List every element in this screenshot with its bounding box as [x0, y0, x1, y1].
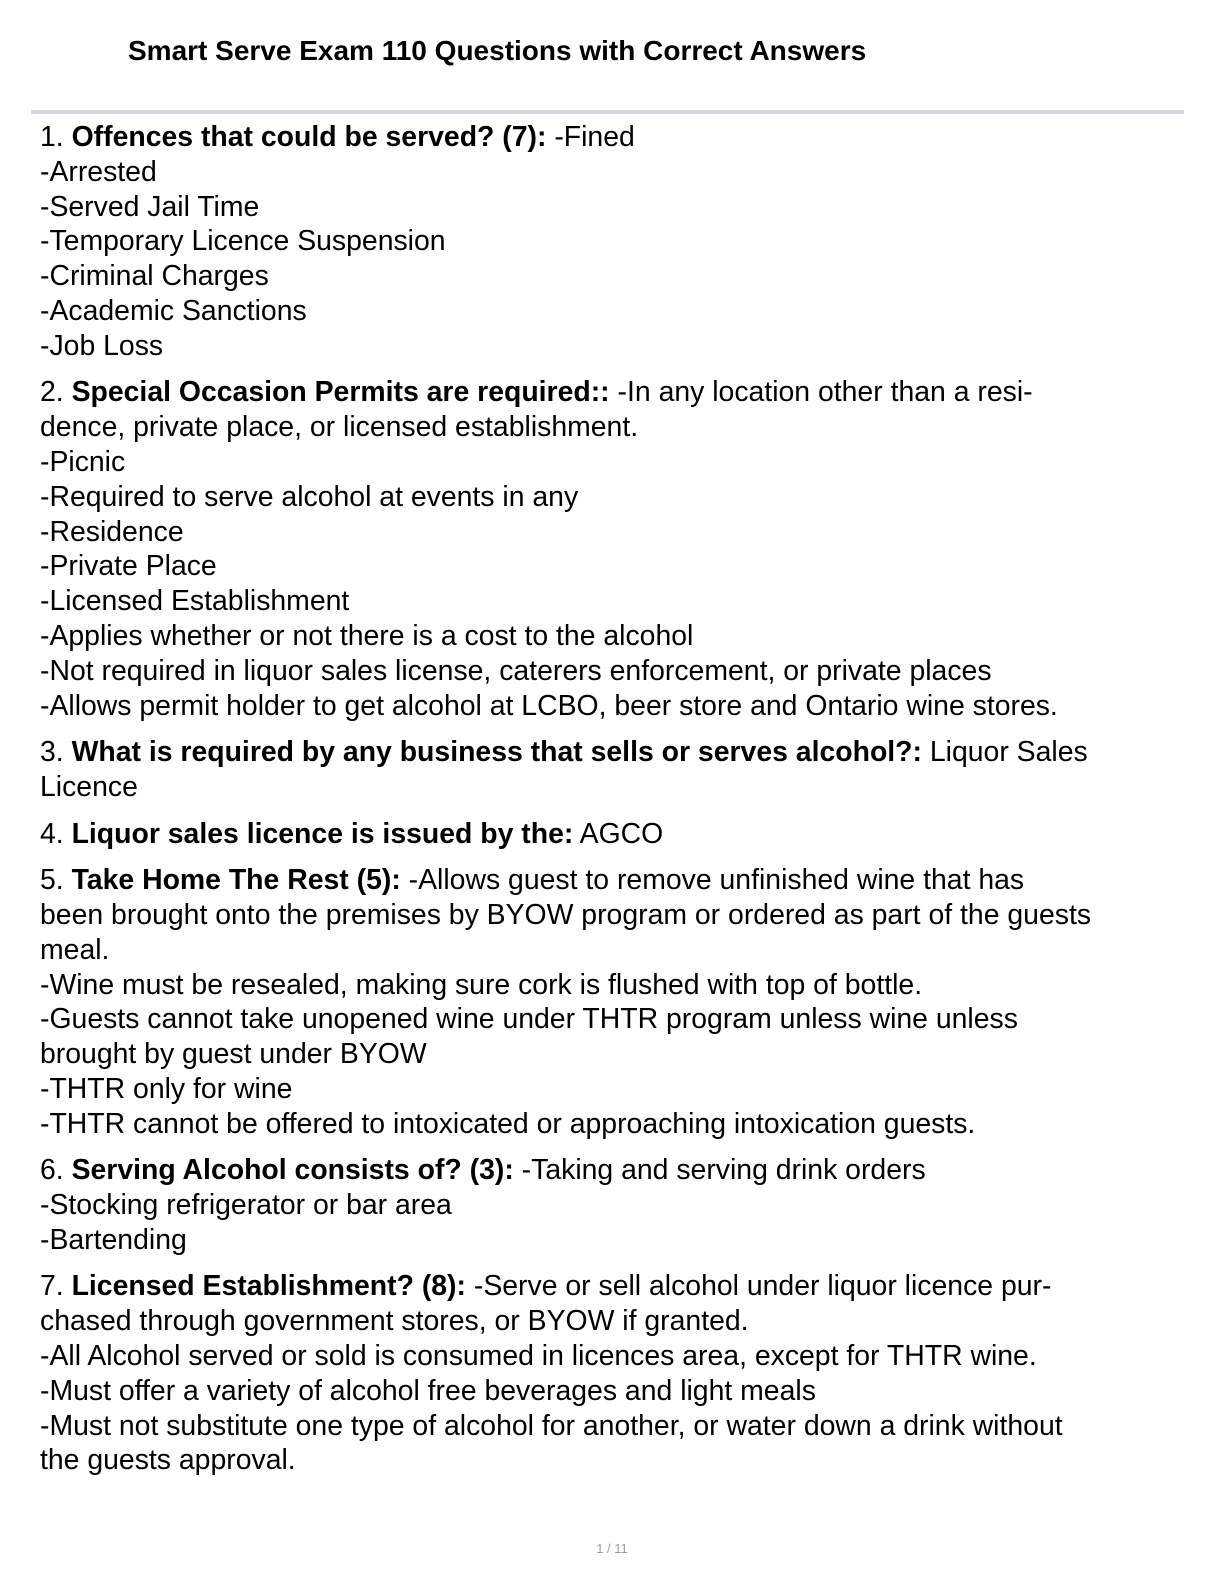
- question-item: [40, 863, 1180, 1141]
- question-text: Take Home The Rest (5):: [71, 864, 401, 897]
- answer-line: -Must offer a variety of alcohol free beverages and light meals: [40, 1374, 816, 1407]
- question-first-line: [40, 1153, 1180, 1188]
- answer-line: meal.: [40, 933, 110, 966]
- question-number: 7.: [40, 1270, 72, 1303]
- question-number: 2.: [40, 376, 72, 409]
- answer-line: -Criminal Charges: [40, 260, 269, 293]
- answer-line: -Not required in liquor sales license, caterers enforcement, or private places: [40, 654, 992, 687]
- answer-line: brought by guest under BYOW: [40, 1038, 427, 1071]
- answer-line: -All Alcohol served or sold is consumed in licences area, except for THTR wine.: [40, 1340, 1037, 1373]
- question-text: Offences that could be served? (7):: [71, 121, 547, 153]
- answer-line: -Stocking refrigerator or bar area: [40, 1189, 452, 1222]
- answer-line: -Private Place: [40, 550, 217, 583]
- question-number: 1.: [40, 121, 72, 153]
- answer-line: the guests approval.: [40, 1444, 296, 1477]
- question-item: [40, 1153, 1180, 1257]
- question-first-line: [40, 735, 1180, 770]
- answer-text: -In any location other than a resi-: [609, 376, 1033, 409]
- question-text: Licensed Establishment? (8):: [71, 1270, 466, 1303]
- question-number: 6.: [40, 1154, 72, 1187]
- answer-line: Licence: [40, 770, 138, 803]
- answer-line: -THTR only for wine: [40, 1072, 293, 1105]
- page-indicator: 1 / 11: [596, 1541, 628, 1556]
- question-number: 5.: [40, 864, 72, 897]
- answer-line: -Academic Sanctions: [40, 294, 307, 327]
- answer-text: -Fined: [546, 121, 635, 153]
- answer-line: -Required to serve alcohol at events in any: [40, 480, 579, 513]
- answer-line: -Bartending: [40, 1223, 187, 1256]
- question-first-line: [40, 1269, 1180, 1304]
- answer-line: -Arrested: [40, 155, 157, 188]
- question-text: Serving Alcohol consists of? (3):: [71, 1154, 514, 1187]
- answer-text: Liquor Sales: [921, 736, 1088, 769]
- question-text: Special Occasion Permits are required::: [71, 376, 610, 409]
- answer-line: -Applies whether or not there is a cost to the alcohol: [40, 619, 694, 652]
- question-item: [40, 1269, 1180, 1478]
- question-text: What is required by any business that sells or serves alcohol?:: [71, 736, 922, 769]
- question-first-line: [40, 120, 1180, 155]
- answer-line: -Temporary Licence Suspension: [40, 225, 446, 258]
- answer-line: -THTR cannot be offered to intoxicated or approaching intoxication guests.: [40, 1107, 976, 1140]
- answer-line: -Residence: [40, 515, 184, 548]
- question-item: [40, 817, 1180, 852]
- answer-line: chased through government stores, or BYOW if granted.: [40, 1305, 749, 1338]
- question-number: 3.: [40, 736, 72, 769]
- answer-line: -Picnic: [40, 445, 126, 478]
- answer-line: -Served Jail Time: [40, 190, 260, 223]
- answer-line: -Wine must be resealed, making sure cork is flushed with top of bottle.: [40, 968, 923, 1001]
- answer-line: dence, private place, or licensed establishment.: [40, 411, 639, 444]
- answer-text: -Taking and serving drink orders: [513, 1154, 926, 1187]
- question-number: 4.: [40, 817, 72, 850]
- question-item: [40, 735, 1180, 805]
- title-divider: [31, 110, 1184, 114]
- question-list: [40, 120, 1180, 1490]
- answer-line: -Guests cannot take unopened wine under THTR program unless wine unless: [40, 1003, 1018, 1036]
- question-item: [40, 120, 1180, 364]
- question-text: Liquor sales licence is issued by the:: [71, 817, 574, 850]
- answer-line: -Must not substitute one type of alcohol for another, or water down a drink without: [40, 1409, 1063, 1442]
- answer-text: AGCO: [573, 817, 664, 850]
- question-first-line: [40, 375, 1180, 410]
- page-title: Smart Serve Exam 110 Questions with Correct Answers: [128, 35, 867, 66]
- answer-text: -Allows guest to remove unfinished wine that has: [400, 864, 1025, 897]
- answer-line: -Allows permit holder to get alcohol at LCBO, beer store and Ontario wine stores.: [40, 689, 1058, 722]
- question-item: [40, 375, 1180, 723]
- question-first-line: [40, 863, 1180, 898]
- question-first-line: [40, 817, 1180, 852]
- answer-text: -Serve or sell alcohol under liquor licence pur-: [465, 1270, 1052, 1303]
- answer-line: -Job Loss: [40, 329, 164, 362]
- answer-line: -Licensed Establishment: [40, 585, 350, 618]
- answer-line: been brought onto the premises by BYOW program or ordered as part of the guests: [40, 898, 1092, 931]
